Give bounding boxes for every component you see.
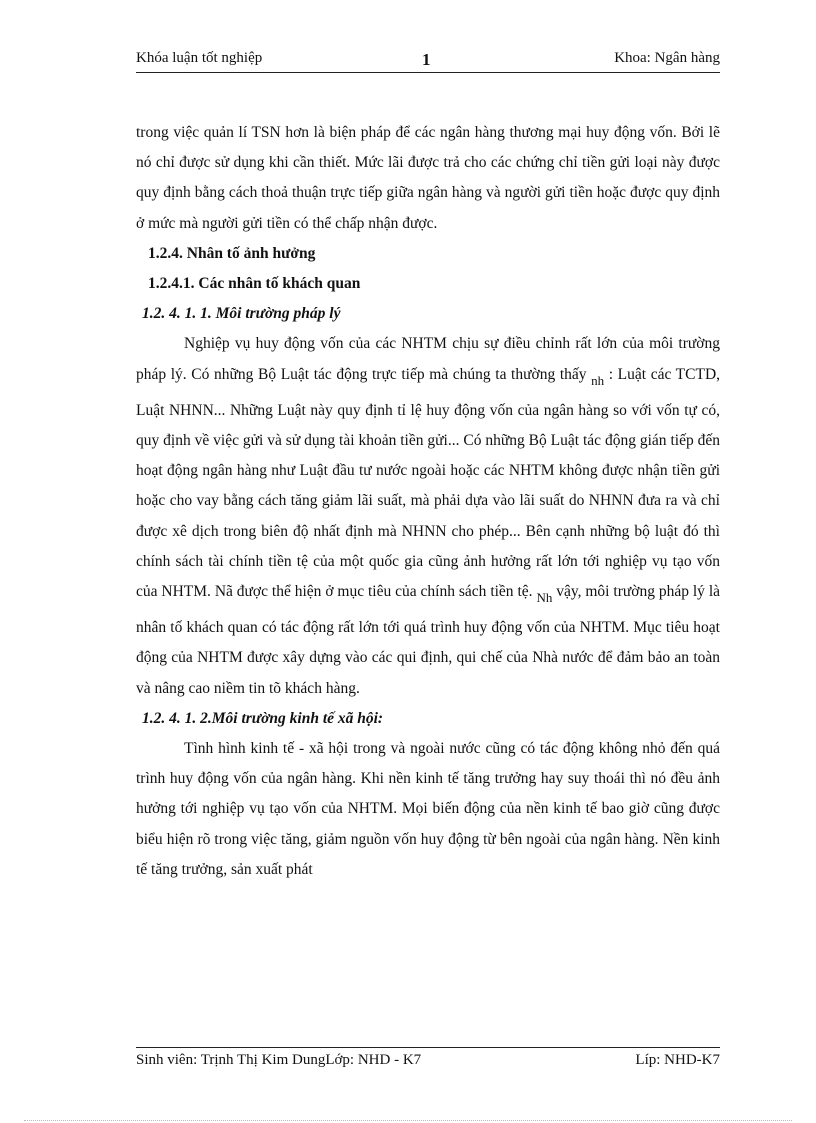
paragraph-text: vậy, môi trường pháp lý là nhân tố khách quan có tác động rất lớn tới quá trình huy động vốn của NHTM. Mục tiêu hoạt động của NHTM được xây dựng vào các qui định, qui chế của Nhà nước để đảm bảo an toàn và nâng cao niềm tin tõ khách hàng. bbox=[136, 583, 721, 697]
heading-legal-environment: 1.2. 4. 1. 1. Môi trường pháp lý bbox=[142, 305, 341, 323]
header-thesis-title: Khóa luận tốt nghiệp bbox=[136, 50, 263, 66]
subscript-fragment: nh bbox=[591, 372, 605, 388]
document-body bbox=[136, 118, 720, 885]
page-footer bbox=[136, 1047, 720, 1076]
footer-class: Líp: NHD-K7 bbox=[635, 1052, 720, 1068]
footer-student: Sinh viên: Trịnh Thị Kim DungLớp: NHD - K7 bbox=[136, 1052, 422, 1068]
page-header bbox=[136, 50, 720, 73]
heading-1-2-4-1: 1.2.4.1. Các nhân tố khách quan bbox=[148, 275, 361, 293]
subscript-fragment: Nh bbox=[536, 590, 553, 606]
paragraph-text: Nghiệp vụ huy động vốn của các NHTM chịu sự điều chỉnh rất lớn của môi trường pháp lý. Có những Bộ Luật tác động trực tiếp mà chúng ta thường thấy bbox=[136, 335, 720, 383]
header-faculty: Khoa: Ngân hàng bbox=[614, 50, 720, 66]
paragraph-text: : Luật các TCTD, Luật NHNN... Những Luật này quy định tỉ lệ huy động vốn của ngân hàng so với vốn tự có, quy định về việc gửi và sử dụng tài khoản tiền gửi... Có những Bộ Luật tác động gián tiếp đến hoạt động ngân hàng như Luật đầu tư nước ngoài hoặc các NHTM không được nhận tiền gửi hoặc cho vay bằng cách tăng giảm lãi suất, mà phải dựa vào lãi suất do NHNN đưa ra và chỉ được xê dịch trong biên độ nhất định mà NHNN cho phép... Bên cạnh những bộ luật đó thì chính sách tài chính tiền tệ của một quốc gia cũng ảnh hưởng rất lớn tới nghiệp vụ tạo vốn của NHTM. Nã được thể hiện ở mục tiêu của chính sách tiền tệ. bbox=[136, 365, 721, 601]
paragraph-intro: trong việc quản lí TSN hơn là biện pháp để các ngân hàng thương mại huy động vốn. Bởi lẽ nó chỉ được sử dụng khi cần thiết. Mức lãi được trả cho các chứng chỉ tiền gửi loại này được quy định bằng cách thoả thuận trực tiếp giữa ngân hàng và người gửi tiền hoặc được quy định ở mức mà người gửi tiền có thể chấp nhận được. bbox=[136, 124, 720, 232]
paragraph-legal-environment bbox=[136, 329, 720, 703]
heading-socioeconomic-environment: 1.2. 4. 1. 2.Môi trường kinh tế xã hội: bbox=[142, 709, 384, 727]
heading-1-2-4: 1.2.4. Nhân tố ảnh hưởng bbox=[148, 244, 316, 262]
page-boundary bbox=[24, 1120, 792, 1121]
paragraph-socioeconomic: Tình hình kinh tế - xã hội trong và ngoài nước cũng có tác động không nhỏ đến quá trình huy động vốn của ngân hàng. Khi nền kinh tế tăng trưởng hay suy thoái thì nó đều ảnh hưởng tới nghiệp vụ tạo vốn của NHTM. Mọi biến động của nền kinh tế bao giờ cũng được biểu hiện rõ trong việc tăng, giảm nguồn vốn huy động từ bên ngoài của ngân hàng. Nền kinh tế tăng trưởng, sản xuất phát bbox=[136, 740, 720, 878]
page-number: 1 bbox=[422, 50, 431, 69]
